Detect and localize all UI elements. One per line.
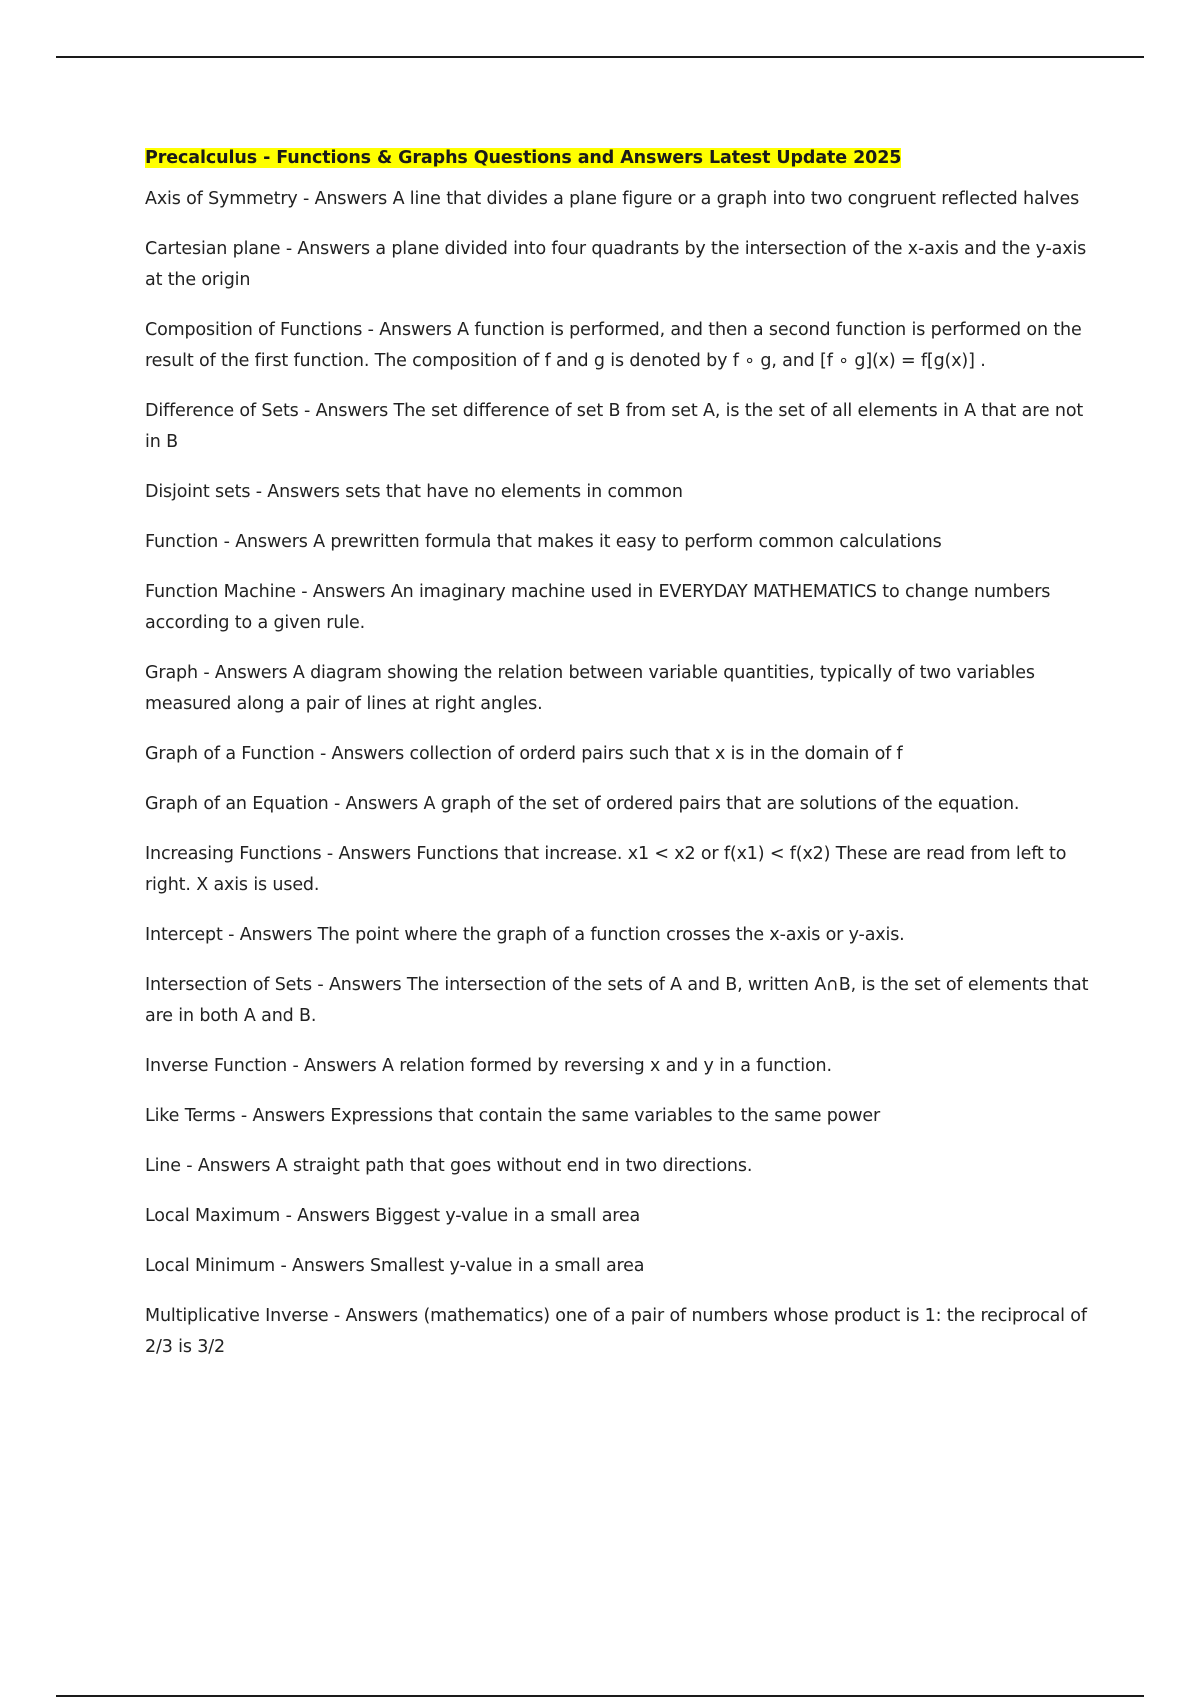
entry-like-terms: Like Terms - Answers Expressions that contain the same variables to the same power: [145, 1106, 881, 1126]
entry-disjoint-sets: Disjoint sets - Answers sets that have no elements in common: [145, 482, 683, 502]
footer-rule: [56, 1695, 1144, 1697]
entry-intercept: Intercept - Answers The point where the graph of a function crosses the x-axis or y-axis.: [145, 925, 905, 945]
entry-difference-of-sets: Difference of Sets - Answers The set difference of set B from set A, is the set of all elements in A that are not in B: [145, 401, 1084, 452]
document-body: [145, 146, 1090, 1382]
entry-line: Line - Answers A straight path that goes without end in two directions.: [145, 1156, 753, 1176]
entry-graph-of-an-equation: Graph of an Equation - Answers A graph of the set of ordered pairs that are solutions of the equation.: [145, 794, 1020, 814]
header-rule: [56, 56, 1144, 58]
entry-function: Function - Answers A prewritten formula that makes it easy to perform common calculations: [145, 532, 942, 552]
entry-cartesian-plane: Cartesian plane - Answers a plane divided into four quadrants by the intersection of the x-axis and the y-axis at the origin: [145, 239, 1087, 290]
entry-multiplicative-inverse: Multiplicative Inverse - Answers (mathematics) one of a pair of numbers whose product is 1: the reciprocal of 2/3 is 3/2: [145, 1306, 1087, 1357]
entry-intersection-of-sets: Intersection of Sets - Answers The intersection of the sets of A and B, written A∩B, is the set of elements that are in both A and B.: [145, 975, 1089, 1026]
entry-inverse-function: Inverse Function - Answers A relation formed by reversing x and y in a function.: [145, 1056, 832, 1076]
entry-local-minimum: Local Minimum - Answers Smallest y-value in a small area: [145, 1256, 645, 1276]
entry-composition-of-functions: Composition of Functions - Answers A function is performed, and then a second function is performed on the result of the first function. The composition of f and g is denoted by f ∘ g, and [f ∘ g](x) = f[g(x)] .: [145, 320, 1082, 371]
entry-increasing-functions: Increasing Functions - Answers Functions that increase. x1 < x2 or f(x1) < f(x2) These are read from left to right. X axis is used.: [145, 844, 1067, 895]
entry-axis-of-symmetry: Axis of Symmetry - Answers A line that divides a plane figure or a graph into two congruent reflected halves: [145, 189, 1080, 209]
entry-function-machine: Function Machine - Answers An imaginary machine used in EVERYDAY MATHEMATICS to change numbers according to a given rule.: [145, 582, 1051, 633]
entry-graph: Graph - Answers A diagram showing the relation between variable quantities, typically of two variables measured along a pair of lines at right angles.: [145, 663, 1035, 714]
entry-graph-of-a-function: Graph of a Function - Answers collection of orderd pairs such that x is in the domain of f: [145, 744, 903, 764]
entry-local-maximum: Local Maximum - Answers Biggest y-value in a small area: [145, 1206, 641, 1226]
document-title: Precalculus - Functions & Graphs Questions and Answers Latest Update 2025: [145, 148, 902, 168]
title-line: [145, 146, 1090, 170]
